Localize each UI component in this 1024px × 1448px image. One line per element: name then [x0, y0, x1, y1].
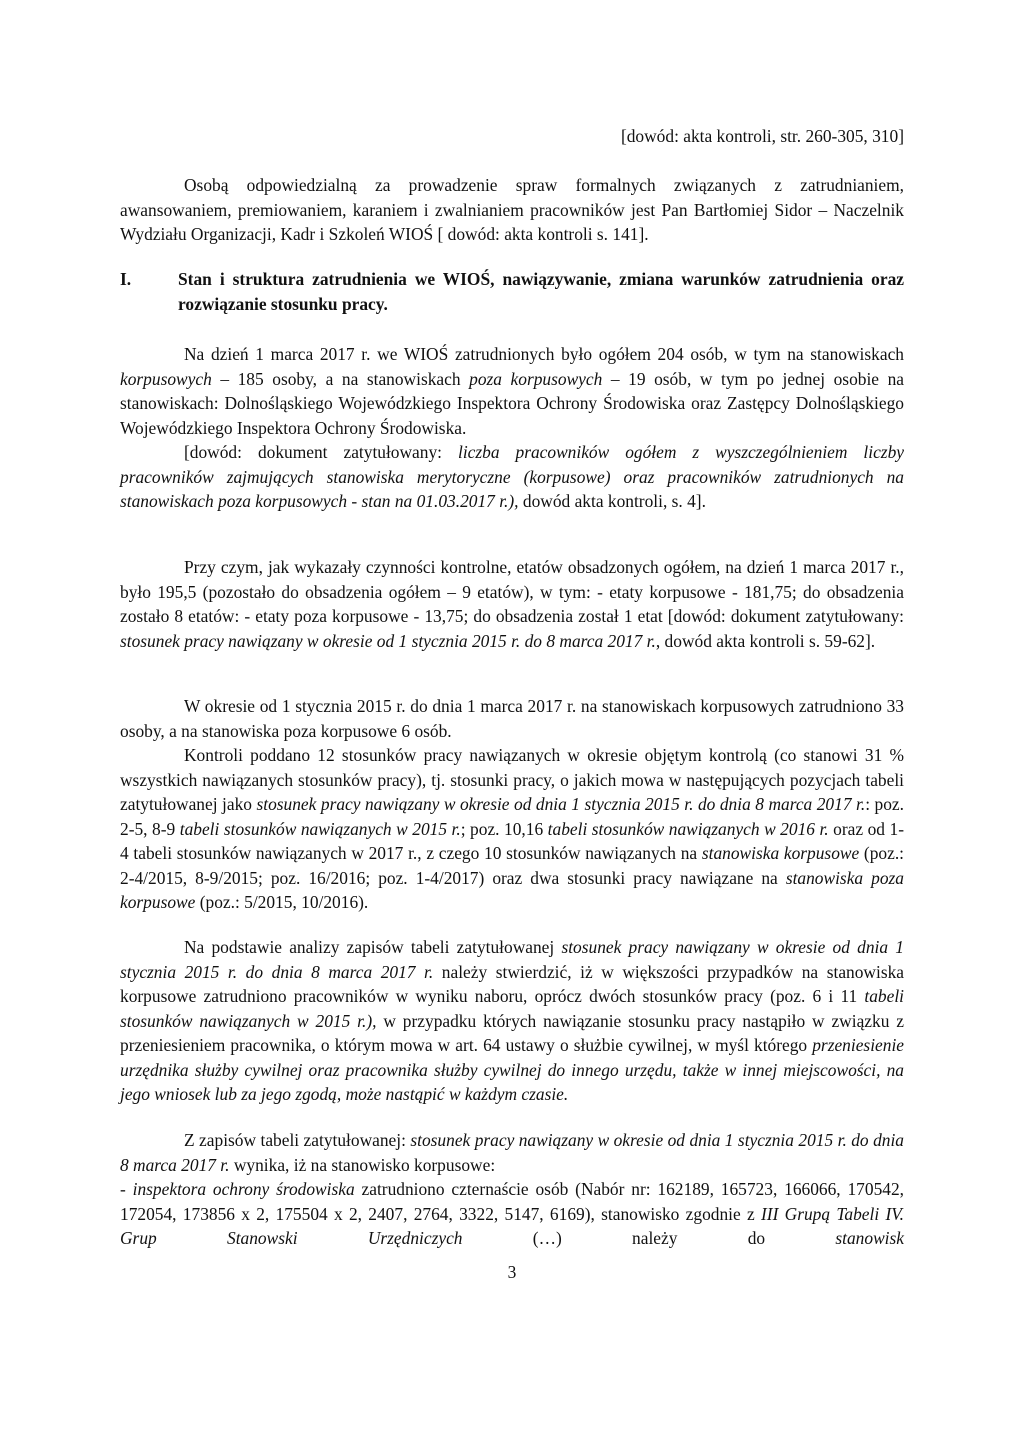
paragraph-hiring-period: W okresie od 1 stycznia 2015 r. do dnia 1 marca 2017 r. na stanowiskach korpusowych zatrudniono 33 osoby, a na stanowiska poza korpusowe 6 osób. — [120, 696, 904, 741]
paragraph-employment-state: Na dzień 1 marca 2017 r. we WIOŚ zatrudnionych było ogółem 204 osób, w tym na stanowiskach korpusowych – 185 osoby, a na stanowiskach poza korpusowych – 19 osób, w tym po jednej osobie na stanowiskach: Dolnośląskiego Wojewódzkiego Inspektora Ochrony Środowiska oraz Zastępcy Dolnośląskiego Wojewódzkiego Inspektora Ochrony Środowiska. — [120, 344, 904, 438]
paragraph-audited-relations: Kontroli poddano 12 stosunków pracy nawiązanych w okresie objętym kontrolą (co stanowi 31 % wszystkich nawiązanych stosunków pracy), tj. stosunki pracy, o jakich mowa w następujących pozycjach tabeli zatytułowanej jako stosunek pracy nawiązany w okresie od dnia 1 stycznia 2015 r. do dnia 8 marca 2017 r.: poz. 2-5, 8-9 tabeli stosunków nawiązanych w 2015 r.; poz. 10,16 tabeli stosunków nawiązanych w 2016 r. oraz od 1-4 tabeli stosunków nawiązanych w 2017 r., z czego 10 stosunków nawiązanych na stanowiska korpusowe (poz.: 2-4/2015, 8-9/2015; poz. 16/2016; poz. 1-4/2017) oraz dwa stosunki pracy nawiązane na stanowiska poza korpusowe (poz.: 5/2015, 10/2016). — [120, 745, 905, 912]
evidence-reference-top: [dowód: akta kontroli, str. 260-305, 310] — [620, 126, 904, 146]
page-number: 3 — [507, 1262, 517, 1282]
paragraph-positions-filled: Przy czym, jak wykazały czynności kontrolne, etatów obsadzonych ogółem, na dzień 1 marca 2017 r., było 195,5 (pozostało do obsadzenia ogółem – 9 etatów), w tym: - etaty korpusowe - 181,75; do obsadzenia zostało 8 etatów: - etaty poza korpusowe - 13,75; do obsadzenia został 1 etat [dowód: dokument zatytułowany: stosunek pracy nawiązany w okresie od 1 stycznia 2015 r. do 8 marca 2017 r., dowód akta kontroli s. 59-62]. — [120, 557, 904, 651]
paragraph-responsible-person: Osobą odpowiedzialną za prowadzenie spraw formalnych związanych z zatrudnianiem, awansowaniem, premiowaniem, karaniem i zwalnianiem pracowników jest Pan Bartłomiej Sidor – Naczelnik Wydziału Organizacji, Kadr i Szkoleń WIOŚ [ dowód: akta kontroli s. 141]. — [120, 175, 904, 244]
section-title: Stan i struktura zatrudnienia we WIOŚ, nawiązywanie, zmiana warunków zatrudnienia oraz rozwiązanie stosunku pracy. — [178, 269, 904, 314]
section-number: I. — [120, 269, 132, 289]
paragraph-analysis: Na podstawie analizy zapisów tabeli zatytułowanej stosunek pracy nawiązany w okresie od dnia 1 stycznia 2015 r. do dnia 8 marca 2017 r. należy stwierdzić, iż w większości przypadków na stanowiska korpusowe zatrudniono pracowników w wyniku naboru, oprócz dwóch stosunków pracy (poz. 6 i 11 tabeli stosunków nawiązanych w 2015 r.), w przypadku których nawiązanie stosunku pracy nastąpiło w związku z przeniesieniem pracownika, o którym mowa w art. 64 ustawy o służbie cywilnej, w myśl którego przeniesienie urzędnika służby cywilnej oraz pracownika służby cywilnej do innego urzędu, także w innej miejscowości, na jego wniosek lub za jego zgodą, może nastąpić w każdym czasie. — [120, 937, 904, 1104]
section-heading — [120, 267, 904, 316]
paragraph-evidence-document: [dowód: dokument zatytułowany: liczba pracowników ogółem z wyszczególnieniem liczby pracowników zajmujących stanowiska merytoryczne (korpusowe) oraz pracowników zatrudnionych na stanowiskach poza korpusowych - stan na 01.03.2017 r.), dowód akta kontroli, s. 4]. — [120, 442, 904, 511]
paragraph-table-records: Z zapisów tabeli zatytułowanej: stosunek pracy nawiązany w okresie od dnia 1 stycznia 2015 r. do dnia 8 marca 2017 r. wynika, iż na stanowisko korpusowe: — [120, 1130, 904, 1175]
paragraph-inspector-positions: - inspektora ochrony środowiska zatrudniono czternaście osób (Nabór nr: 162189, 165723, 166066, 170542, 172054, 173856 x 2, 175504 x 2, 2407, 2764, 3322, 5147, 6169), stanowisko zgodnie z III Grupą Tabeli IV. Grup Stanowski Urzędniczych (…) należy do stanowisk — [120, 1179, 905, 1248]
